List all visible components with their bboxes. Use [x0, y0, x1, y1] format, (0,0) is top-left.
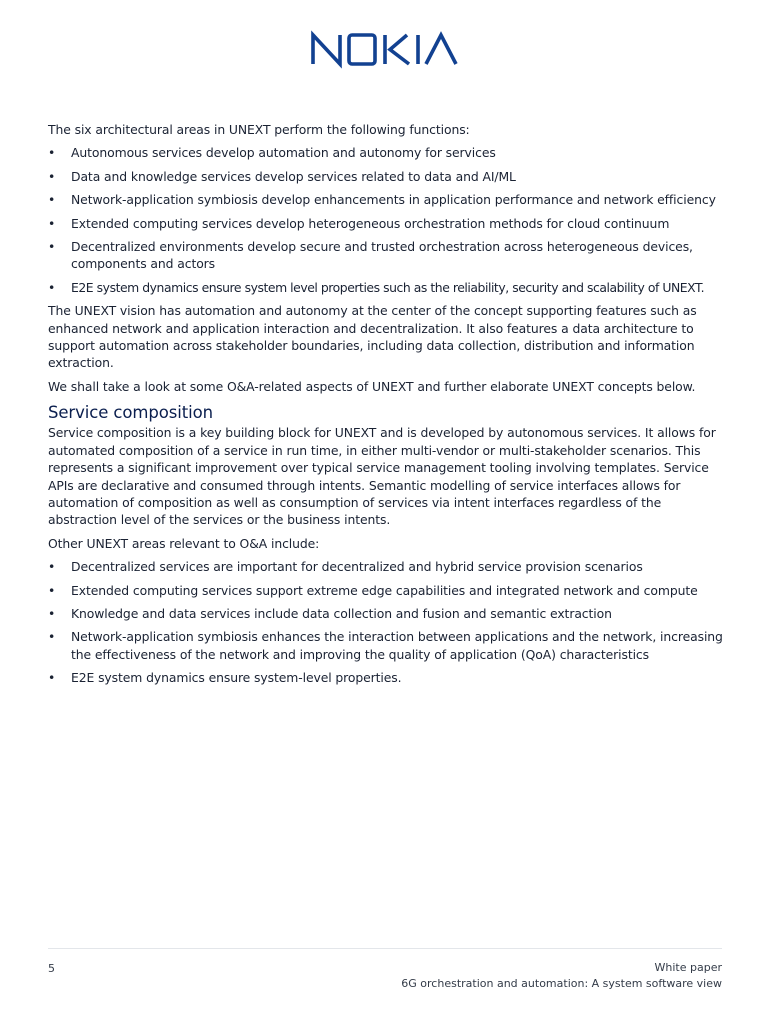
- list-item: • E2E system dynamics ensure system level properties such as the reliability, security and scalability of UNEXT.: [48, 279, 705, 295]
- list-item-text: Extended computing services support extreme edge capabilities and integrated network and compute: [71, 582, 698, 598]
- list-item-text: Decentralized services are important for decentralized and hybrid service provision scenarios: [71, 559, 643, 575]
- list-item-text: E2E system dynamics ensure system level properties such as the reliability, security and scalability of UNEXT.: [71, 279, 705, 295]
- list-item-text: E2E system dynamics ensure system-level properties.: [71, 670, 402, 686]
- footer-divider: [48, 948, 722, 949]
- list-item: • Data and knowledge services develop services related to data and AI/ML: [48, 168, 516, 184]
- footer-document-info: [401, 960, 722, 992]
- list-item-text: Knowledge and data services include data collection and fusion and semantic extraction: [71, 605, 612, 621]
- relevant-areas-list: [48, 558, 726, 686]
- nokia-logo-mark: [310, 30, 460, 70]
- list-item-text: Data and knowledge services develop services related to data and AI/ML: [71, 168, 516, 184]
- list-item-text: Autonomous services develop automation and autonomy for services: [71, 145, 496, 161]
- list-item-text: Extended computing services develop heterogeneous orchestration methods for cloud continuum: [71, 215, 670, 231]
- list-item: • Network-application symbiosis enhances the interaction between applications and the network, increasing the effectiveness of the network and improving the quality of application (QoA) characteristics: [48, 629, 723, 662]
- intro-lead: The six architectural areas in UNEXT perform the following functions:: [48, 122, 470, 137]
- list-item: • Decentralized environments develop secure and trusted orchestration across heterogeneous devices, components and actors: [48, 239, 693, 272]
- page-content: [48, 121, 726, 693]
- vision-paragraph: The UNEXT vision has automation and autonomy at the center of the concept supporting features such as enhanced network and application interaction and decentralization. It also features a data architecture to support automation across stakeholder boundaries, including data collection, distribution and information extraction.: [48, 303, 697, 371]
- document-type: White paper: [654, 961, 722, 974]
- nokia-logo: [0, 30, 770, 74]
- document-title: 6G orchestration and automation: A system software view: [401, 977, 722, 990]
- lookahead-paragraph: We shall take a look at some O&A-related aspects of UNEXT and further elaborate UNEXT concepts below.: [48, 378, 696, 394]
- list-item-text: Network-application symbiosis develop enhancements in application performance and network efficiency: [71, 192, 716, 208]
- list-item: • E2E system dynamics ensure system-level properties.: [48, 670, 402, 686]
- section-body: Service composition is a key building block for UNEXT and is developed by autonomous services. It allows for automated composition of a service in run time, in either multi-vendor or multi-stakeholder scenarios. This represents a significant improvement over typical service management tooling involving templates. Service APIs are declarative and consumed through intents. Semantic modelling of service interfaces allows for automation of composition as well as consumption of services via intent interfaces regardless of the abstraction level of the services or the business intents.: [48, 425, 716, 528]
- list-item: • Extended computing services develop heterogeneous orchestration methods for cloud continuum: [48, 215, 670, 231]
- list-item: • Autonomous services develop automation and autonomy for services: [48, 145, 496, 161]
- section-lead: Other UNEXT areas relevant to O&A include:: [48, 535, 320, 551]
- list-item: • Decentralized services are important for decentralized and hybrid service provision scenarios: [48, 559, 643, 575]
- list-item: • Knowledge and data services include data collection and fusion and semantic extraction: [48, 605, 612, 621]
- architectural-areas-list: [48, 144, 726, 296]
- section-heading: Service composition: [48, 403, 213, 423]
- page-number: 5: [48, 962, 55, 975]
- list-item-text: Decentralized environments develop secure and trusted orchestration across heterogeneous devices, components and actors: [71, 239, 693, 272]
- list-item-text: Network-application symbiosis enhances the interaction between applications and the network, increasing the effectiveness of the network and improving the quality of application (QoA) characteristics: [71, 629, 723, 662]
- list-item: • Network-application symbiosis develop enhancements in application performance and network efficiency: [48, 192, 716, 208]
- list-item: • Extended computing services support extreme edge capabilities and integrated network and compute: [48, 582, 698, 598]
